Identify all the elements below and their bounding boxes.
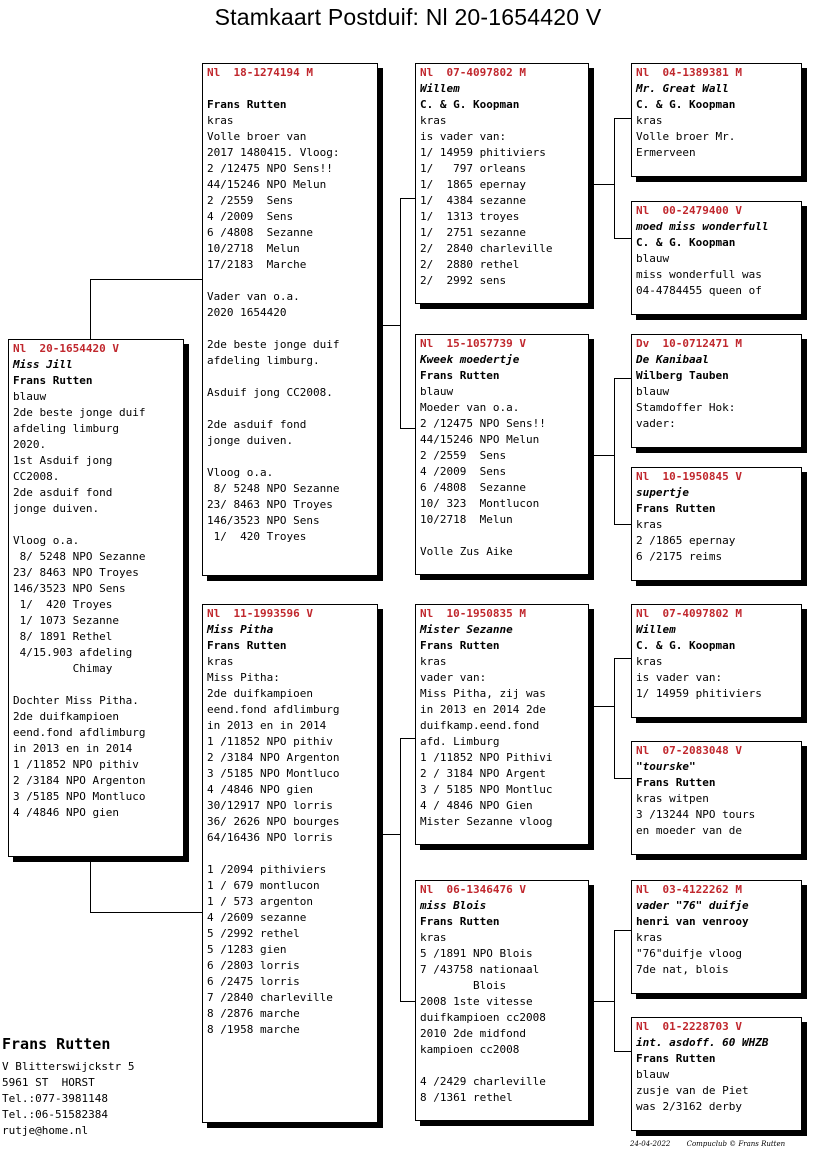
pigeon-name: moed miss wonderfull xyxy=(636,220,769,233)
connector xyxy=(90,857,91,912)
info-line xyxy=(207,369,373,385)
info-line: 17/2183 Marche xyxy=(207,258,307,271)
connector xyxy=(614,930,615,1051)
info-line: 2020. xyxy=(13,438,47,451)
connector xyxy=(90,279,204,280)
info-line: duifkamp.eend.fond xyxy=(420,719,540,732)
owner-mobile: Tel.:06-51582384 xyxy=(2,1108,108,1121)
info-line: in 2013 en in 2014 xyxy=(13,742,133,755)
info-line: 6 /2475 lorris xyxy=(207,975,300,988)
pigeon-name xyxy=(207,81,373,97)
info-line: 2 /2559 Sens xyxy=(420,449,507,462)
ring-number: Nl 00-2479400 V xyxy=(636,204,742,217)
info-line: 7 /2840 charleville xyxy=(207,991,333,1004)
info-line: 3 / 5185 NPO Montluc xyxy=(420,783,553,796)
info-line: 1/ 14959 phitiviers xyxy=(636,687,762,700)
connector xyxy=(614,778,632,779)
connector xyxy=(614,524,632,525)
info-line: 4 /2009 Sens xyxy=(207,210,294,223)
info-line: blauw xyxy=(420,385,454,398)
info-line: kras xyxy=(420,655,447,668)
pigeon-card-great-grand-2 xyxy=(631,201,802,315)
info-line: 2 / 3184 NPO Argent xyxy=(420,767,546,780)
info-line: 30/12917 NPO lorris xyxy=(207,799,333,812)
info-line: 3 /5185 NPO Montluco xyxy=(13,790,146,803)
info-line: 23/ 8463 NPO Troyes xyxy=(207,498,333,511)
pigeon-name: De Kanibaal xyxy=(636,353,709,366)
pigeon-card-mother xyxy=(202,604,378,1123)
breeder-name: Frans Rutten xyxy=(13,374,93,387)
info-line: 1st Asduif jong xyxy=(13,454,113,467)
pigeon-name: Willem xyxy=(420,82,460,95)
owner-city: 5961 ST HORST xyxy=(2,1076,95,1089)
info-line: 5 /1283 gien xyxy=(207,943,287,956)
info-line: 2017 1480415. Vloog: xyxy=(207,146,340,159)
owner-name: Frans Rutten xyxy=(2,1035,111,1053)
info-line: 7de nat, blois xyxy=(636,963,729,976)
info-line: 1/ 420 Troyes xyxy=(207,530,307,543)
info-line xyxy=(207,321,373,337)
info-line: 1/ 2751 sezanne xyxy=(420,226,526,239)
info-line: kras xyxy=(207,655,234,668)
info-line: kras xyxy=(636,518,663,531)
info-line: 4 /2009 Sens xyxy=(420,465,507,478)
info-line: 23/ 8463 NPO Troyes xyxy=(13,566,139,579)
breeder-name: Frans Rutten xyxy=(636,1052,716,1065)
info-line: Moeder van o.a. xyxy=(420,401,520,414)
footer-date: 24-04-2022 xyxy=(630,1140,671,1148)
info-line: 2 /2559 Sens xyxy=(207,194,294,207)
pigeon-name: vader "76" duifje xyxy=(636,899,749,912)
info-line: 10/ 323 Montlucon xyxy=(420,497,540,510)
pigeon-name: Mr. Great Wall xyxy=(636,82,729,95)
info-line: vader van: xyxy=(420,671,487,684)
info-line: afdeling limburg. xyxy=(207,354,320,367)
connector xyxy=(614,118,615,238)
breeder-name: Frans Rutten xyxy=(420,915,500,928)
info-line: Volle broer van xyxy=(207,130,307,143)
info-line: 8/ 5248 NPO Sezanne xyxy=(207,482,340,495)
info-line: kras xyxy=(420,114,447,127)
ring-number: Nl 07-2083048 V xyxy=(636,744,742,757)
info-line: CC2008. xyxy=(13,470,60,483)
info-line: 2020 1654420 xyxy=(207,306,287,319)
owner-email: rutje@home.nl xyxy=(2,1124,89,1137)
info-line: 2 /3184 NPO Argenton xyxy=(207,751,340,764)
pigeon-card-great-grand-8 xyxy=(631,1017,802,1131)
pigeon-name: miss Blois xyxy=(420,899,487,912)
info-line: 2de duifkampioen xyxy=(207,687,313,700)
owner-phone: Tel.:077-3981148 xyxy=(2,1092,108,1105)
info-line: 10/2718 Melun xyxy=(420,513,513,526)
info-line: 2008 1ste vitesse xyxy=(420,995,533,1008)
pigeon-name: Kweek moedertje xyxy=(420,353,520,366)
info-line: 6 /2803 lorris xyxy=(207,959,300,972)
info-line: 04-4784455 queen of xyxy=(636,284,762,297)
pigeon-card-great-grand-4 xyxy=(631,467,802,581)
owner-address: V Blitterswijckstr 5 xyxy=(2,1060,135,1073)
info-line xyxy=(13,677,179,693)
page-title: Stamkaart Postduif: Nl 20-1654420 V xyxy=(214,4,602,30)
info-line: 8 /1958 marche xyxy=(207,1023,300,1036)
info-line: blauw xyxy=(636,385,670,398)
pigeon-name: Miss Jill xyxy=(13,358,73,371)
info-line: 2010 2de midfond xyxy=(420,1027,526,1040)
info-line: kras xyxy=(636,114,663,127)
ring-number: Nl 04-1389381 M xyxy=(636,66,742,79)
pigeon-card-grandfather-maternal xyxy=(415,604,589,845)
info-line: 1/ 1313 troyes xyxy=(420,210,520,223)
info-line: blauw xyxy=(13,390,47,403)
connector xyxy=(594,455,614,456)
pigeon-card-great-grand-5 xyxy=(631,604,802,718)
info-line: 36/ 2626 NPO bourges xyxy=(207,815,340,828)
connector xyxy=(400,738,416,739)
connector xyxy=(594,706,614,707)
info-line: 4 /2609 sezanne xyxy=(207,911,307,924)
ring-number: Nl 06-1346476 V xyxy=(420,883,526,896)
info-line: 1 /11852 NPO Pithivi xyxy=(420,751,553,764)
info-line: 2de asduif fond xyxy=(13,486,113,499)
breeder-name: Frans Rutten xyxy=(420,369,500,382)
info-line: 2/ 2880 rethel xyxy=(420,258,520,271)
info-line: Volle Zus Aike xyxy=(420,545,513,558)
info-line: Chimay xyxy=(13,662,113,675)
info-line: kras xyxy=(207,114,234,127)
info-line: miss wonderfull was xyxy=(636,268,762,281)
info-line: Volle broer Mr. xyxy=(636,130,736,143)
pigeon-card-grandmother-paternal xyxy=(415,334,589,575)
breeder-name: C. & G. Koopman xyxy=(420,98,520,111)
connector xyxy=(380,834,400,835)
footer xyxy=(630,1140,799,1148)
ring-number: Nl 11-1993596 V xyxy=(207,607,313,620)
info-line: 2 /12475 NPO Sens!! xyxy=(420,417,546,430)
ring-number: Nl 18-1274194 M xyxy=(207,66,313,79)
breeder-name: henri van venrooy xyxy=(636,915,749,928)
info-line: 10/2718 Melun xyxy=(207,242,300,255)
pigeon-card-grandfather-paternal xyxy=(415,63,589,304)
connector xyxy=(400,198,401,428)
info-line: kras xyxy=(420,931,447,944)
info-line: 6 /4808 Sezanne xyxy=(207,226,313,239)
info-line: 146/3523 NPO Sens xyxy=(207,514,320,527)
ring-number: Nl 07-4097802 M xyxy=(636,607,742,620)
info-line xyxy=(420,528,584,544)
info-line: 4/15.903 afdeling xyxy=(13,646,133,659)
info-line: 5 /2992 rethel xyxy=(207,927,300,940)
info-line: duifkampioen cc2008 xyxy=(420,1011,546,1024)
info-line: is vader van: xyxy=(636,671,723,684)
info-line: 1 /11852 NPO pithiv xyxy=(13,758,139,771)
pigeon-card-grandmother-maternal xyxy=(415,880,589,1121)
breeder-name: Frans Rutten xyxy=(420,639,500,652)
info-line: 1/ 797 orleans xyxy=(420,162,526,175)
info-line: afd. Limburg xyxy=(420,735,500,748)
info-line: 3 /5185 NPO Montluco xyxy=(207,767,340,780)
pigeon-card-great-grand-6 xyxy=(631,741,802,855)
pigeon-card-great-grand-3 xyxy=(631,334,802,448)
ring-number: Nl 10-1950845 V xyxy=(636,470,742,483)
connector xyxy=(614,118,632,119)
info-line: 5 /1891 NPO Blois xyxy=(420,947,533,960)
info-line: zusje van de Piet xyxy=(636,1084,749,1097)
connector xyxy=(614,1051,632,1052)
info-line: 44/15246 NPO Melun xyxy=(420,433,540,446)
info-line: jonge duiven. xyxy=(207,434,294,447)
ring-number: Nl 15-1057739 V xyxy=(420,337,526,350)
pigeon-card-subject xyxy=(8,339,184,857)
info-line: in 2013 en in 2014 xyxy=(207,719,327,732)
info-line: 8 /1361 rethel xyxy=(420,1091,513,1104)
breeder-name: Wilberg Tauben xyxy=(636,369,729,382)
connector xyxy=(90,912,204,913)
info-line: 2de asduif fond xyxy=(207,418,307,431)
info-line: 4 /4846 NPO gien xyxy=(13,806,119,819)
ring-number: Nl 01-2228703 V xyxy=(636,1020,742,1033)
pigeon-name: Mister Sezanne xyxy=(420,623,513,636)
connector xyxy=(594,1001,614,1002)
connector xyxy=(400,1001,416,1002)
connector xyxy=(614,658,632,659)
info-line: kras xyxy=(636,931,663,944)
info-line: Vloog o.a. xyxy=(13,534,80,547)
breeder-name: Frans Rutten xyxy=(207,639,287,652)
info-line: 1/ 14959 phitiviers xyxy=(420,146,546,159)
info-line xyxy=(207,401,373,417)
info-line: Blois xyxy=(420,979,507,992)
pigeon-name: supertje xyxy=(636,486,689,499)
pigeon-name: int. asdoff. 60 WHZB xyxy=(636,1036,769,1049)
info-line: Ermerveen xyxy=(636,146,696,159)
info-line: Mister Sezanne vloog xyxy=(420,815,553,828)
info-line: afdeling limburg xyxy=(13,422,119,435)
info-line: 8/ 5248 NPO Sezanne xyxy=(13,550,146,563)
info-line: Dochter Miss Pitha. xyxy=(13,694,139,707)
info-line: 2de duifkampioen xyxy=(13,710,119,723)
info-line: blauw xyxy=(636,1068,670,1081)
info-line: vader: xyxy=(636,417,676,430)
info-line xyxy=(420,1058,584,1074)
pigeon-card-great-grand-1 xyxy=(631,63,802,177)
info-line: eend.fond afdlimburg xyxy=(207,703,340,716)
connector xyxy=(614,378,632,379)
info-line: 2de beste jonge duif xyxy=(207,338,340,351)
breeder-name: Frans Rutten xyxy=(636,502,716,515)
ring-number: Nl 10-1950835 M xyxy=(420,607,526,620)
info-line: 7 /43758 nationaal xyxy=(420,963,540,976)
info-line: jonge duiven. xyxy=(13,502,100,515)
breeder-name: C. & G. Koopman xyxy=(636,98,736,111)
ring-number: Dv 10-0712471 M xyxy=(636,337,742,350)
info-line: blauw xyxy=(636,252,670,265)
info-line: 3 /13244 NPO tours xyxy=(636,808,756,821)
info-line: 1 / 679 montlucon xyxy=(207,879,320,892)
info-line: in 2013 en 2014 2de xyxy=(420,703,546,716)
connector xyxy=(614,378,615,524)
info-line: 4 /4846 NPO gien xyxy=(207,783,313,796)
info-line: 1/ 1073 Sezanne xyxy=(13,614,119,627)
connector xyxy=(614,930,632,931)
info-line: 1 /2094 pithiviers xyxy=(207,863,327,876)
breeder-name: Frans Rutten xyxy=(636,776,716,789)
info-line: 6 /4808 Sezanne xyxy=(420,481,526,494)
info-line: 2 /12475 NPO Sens!! xyxy=(207,162,333,175)
info-line: kampioen cc2008 xyxy=(420,1043,520,1056)
info-line xyxy=(207,846,373,862)
connector xyxy=(380,325,400,326)
info-line: was 2/3162 derby xyxy=(636,1100,742,1113)
info-line: kras witpen xyxy=(636,792,709,805)
connector xyxy=(90,279,91,339)
info-line: 2/ 2992 sens xyxy=(420,274,507,287)
info-line: "76"duifje vloog xyxy=(636,947,742,960)
info-line: 1/ 1865 epernay xyxy=(420,178,526,191)
breeder-name: Frans Rutten xyxy=(207,98,287,111)
info-line: Miss Pitha: xyxy=(207,671,280,684)
info-line: Miss Pitha, zij was xyxy=(420,687,546,700)
info-line: 2 /1865 epernay xyxy=(636,534,736,547)
info-line: 1/ 4384 sezanne xyxy=(420,194,526,207)
ring-number: Nl 20-1654420 V xyxy=(13,342,119,355)
info-line: Vloog o.a. xyxy=(207,466,274,479)
info-line: 2de beste jonge duif xyxy=(13,406,146,419)
info-line: kras xyxy=(636,655,663,668)
info-line: 6 /2175 reims xyxy=(636,550,723,563)
info-line: Stamdoffer Hok: xyxy=(636,401,736,414)
breeder-name: C. & G. Koopman xyxy=(636,236,736,249)
connector xyxy=(400,198,416,199)
info-line: 1 / 573 argenton xyxy=(207,895,313,908)
info-line: Asduif jong CC2008. xyxy=(207,386,333,399)
info-line: 1/ 420 Troyes xyxy=(13,598,113,611)
info-line: 2 /3184 NPO Argenton xyxy=(13,774,146,787)
footer-credit: Compuclub © Frans Rutten xyxy=(686,1140,786,1148)
breeder-name: C. & G. Koopman xyxy=(636,639,736,652)
info-line: 8/ 1891 Rethel xyxy=(13,630,113,643)
pigeon-name: "tourske" xyxy=(636,760,696,773)
pigeon-name: Willem xyxy=(636,623,676,636)
info-line: eend.fond afdlimburg xyxy=(13,726,146,739)
pigeon-card-father xyxy=(202,63,378,576)
info-line xyxy=(207,273,373,289)
info-line: 1 /11852 NPO pithiv xyxy=(207,735,333,748)
info-line: is vader van: xyxy=(420,130,507,143)
info-line: 146/3523 NPO Sens xyxy=(13,582,126,595)
connector xyxy=(400,428,416,429)
connector xyxy=(594,184,614,185)
connector xyxy=(400,738,401,1001)
info-line: 4 / 4846 NPO Gien xyxy=(420,799,533,812)
info-line: en moeder van de xyxy=(636,824,742,837)
pigeon-name: Miss Pitha xyxy=(207,623,274,636)
info-line: 64/16436 NPO lorris xyxy=(207,831,333,844)
connector xyxy=(614,238,632,239)
info-line: 4 /2429 charleville xyxy=(420,1075,546,1088)
pigeon-card-great-grand-7 xyxy=(631,880,802,994)
info-line xyxy=(13,517,179,533)
info-line: Vader van o.a. xyxy=(207,290,300,303)
info-line: 2/ 2840 charleville xyxy=(420,242,553,255)
info-line xyxy=(207,449,373,465)
info-line: 8 /2876 marche xyxy=(207,1007,300,1020)
info-line: 44/15246 NPO Melun xyxy=(207,178,327,191)
connector xyxy=(614,658,615,778)
owner-block xyxy=(2,1034,134,1139)
ring-number: Nl 07-4097802 M xyxy=(420,66,526,79)
ring-number: Nl 03-4122262 M xyxy=(636,883,742,896)
